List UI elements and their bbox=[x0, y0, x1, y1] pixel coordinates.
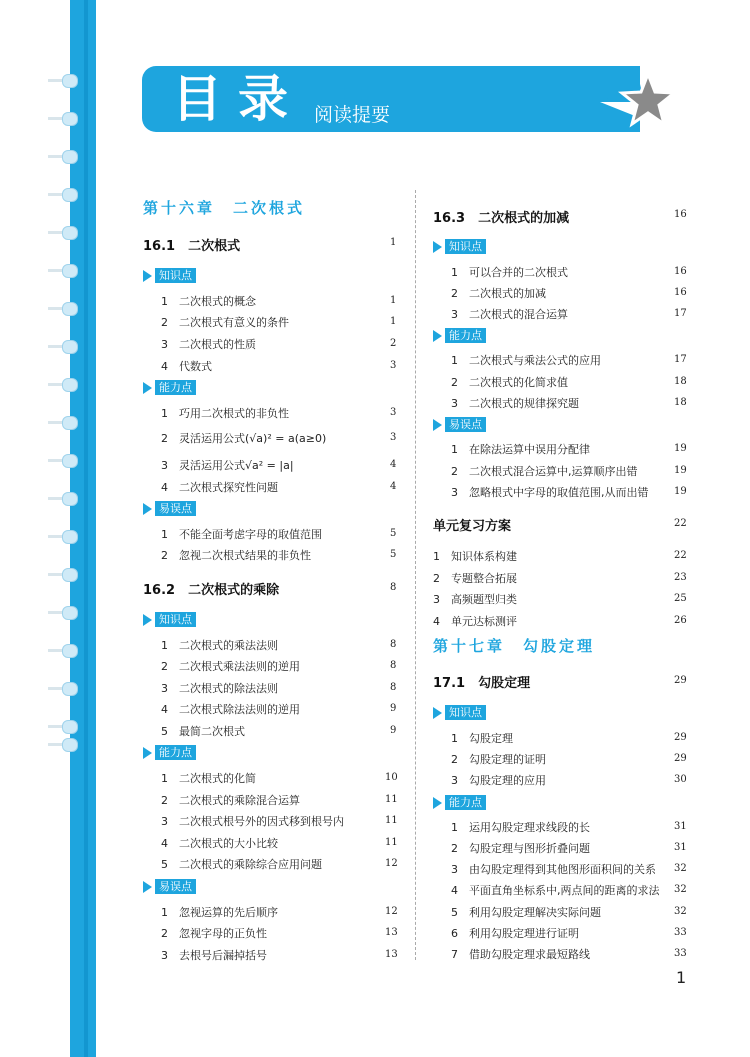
binder-spine-line bbox=[84, 0, 88, 1057]
page-number: 1 bbox=[676, 968, 687, 987]
list-item-page: 32 bbox=[674, 863, 687, 874]
page-title: 目录 bbox=[172, 70, 304, 128]
list-item-page: 8 bbox=[390, 660, 397, 671]
list-item: 1 二次根式与乘法公式的应用 bbox=[451, 354, 601, 367]
list-item: 7 借助勾股定理求最短路线 bbox=[451, 948, 590, 961]
section-page: 22 bbox=[674, 518, 687, 529]
list-item: 6 利用勾股定理进行证明 bbox=[451, 927, 579, 940]
list-item: 4 单元达标测评 bbox=[433, 615, 517, 628]
category-error: 易误点 bbox=[143, 501, 196, 516]
column-divider bbox=[415, 190, 416, 960]
list-item: 3 勾股定理的应用 bbox=[451, 774, 546, 787]
list-item: 2 二次根式有意义的条件 bbox=[161, 316, 289, 329]
page-subtitle: 阅读提要 bbox=[314, 104, 391, 126]
review-title: 单元复习方案 bbox=[433, 519, 512, 534]
list-item: 3 由勾股定理得到其他图形面积间的关系 bbox=[451, 863, 656, 876]
list-item-page: 16 bbox=[674, 266, 687, 277]
list-item-page: 5 bbox=[390, 528, 397, 539]
list-item: 4 二次根式的大小比较 bbox=[161, 837, 278, 850]
section-page: 1 bbox=[390, 237, 397, 248]
list-item-page: 1 bbox=[390, 316, 397, 327]
list-item-page: 26 bbox=[674, 615, 687, 626]
list-item-page: 8 bbox=[390, 639, 397, 650]
list-item: 2 二次根式的乘除混合运算 bbox=[161, 794, 300, 807]
list-item-page: 19 bbox=[674, 465, 687, 476]
list-item-page: 29 bbox=[674, 732, 687, 743]
category-ability: 能力点 bbox=[143, 380, 196, 395]
list-item: 4 代数式 bbox=[161, 360, 212, 373]
list-item: 1 知识体系构建 bbox=[433, 550, 517, 563]
list-item-page: 3 bbox=[390, 360, 397, 371]
list-item-page: 18 bbox=[674, 397, 687, 408]
list-item-page: 33 bbox=[674, 927, 687, 938]
list-item-page: 19 bbox=[674, 486, 687, 497]
category-knowledge: 知识点 bbox=[143, 268, 196, 283]
list-item: 1 运用勾股定理求线段的长 bbox=[451, 821, 590, 834]
list-item-page: 23 bbox=[674, 572, 687, 583]
list-item: 4 二次根式探究性问题 bbox=[161, 481, 278, 494]
list-item-page: 25 bbox=[674, 593, 687, 604]
list-item-page: 32 bbox=[674, 884, 687, 895]
category-error: 易误点 bbox=[433, 417, 486, 432]
list-item: 2 二次根式的化简求值 bbox=[451, 376, 568, 389]
list-item: 2 忽视二次根式结果的非负性 bbox=[161, 549, 311, 562]
list-item: 5 二次根式的乘除综合应用问题 bbox=[161, 858, 322, 871]
list-item-page: 2 bbox=[390, 338, 397, 349]
list-item-page: 16 bbox=[674, 287, 687, 298]
list-item-page: 12 bbox=[385, 858, 398, 869]
section-page: 16 bbox=[674, 209, 687, 220]
chapter-16-title: 第十六章 二次根式 bbox=[143, 199, 306, 217]
list-item-page: 31 bbox=[674, 842, 687, 853]
list-item-page: 4 bbox=[390, 481, 397, 492]
list-item-page: 8 bbox=[390, 682, 397, 693]
star-icon bbox=[600, 66, 680, 146]
list-item: 2 二次根式的加减 bbox=[451, 287, 546, 300]
list-item: 2 忽视字母的正负性 bbox=[161, 927, 267, 940]
section-16-2-title: 16.2 二次根式的乘除 bbox=[143, 583, 280, 598]
list-item-page: 11 bbox=[385, 815, 398, 826]
list-item: 3 高频题型归类 bbox=[433, 593, 517, 606]
list-item: 3 忽略根式中字母的取值范围,从而出错 bbox=[451, 486, 649, 499]
list-item: 3 灵活运用公式√a² = |a| bbox=[161, 459, 294, 472]
list-item-page: 9 bbox=[390, 703, 397, 714]
list-item-page: 13 bbox=[385, 949, 398, 960]
list-item-page: 30 bbox=[674, 774, 687, 785]
category-error: 易误点 bbox=[143, 879, 196, 894]
list-item: 3 二次根式根号外的因式移到根号内 bbox=[161, 815, 344, 828]
section-page: 29 bbox=[674, 675, 687, 686]
list-item-page: 3 bbox=[390, 407, 397, 418]
list-item-page: 17 bbox=[674, 308, 687, 319]
list-item-page: 32 bbox=[674, 906, 687, 917]
list-item-page: 13 bbox=[385, 927, 398, 938]
list-item: 3 二次根式的规律探究题 bbox=[451, 397, 579, 410]
list-item-page: 29 bbox=[674, 753, 687, 764]
list-item: 2 二次根式混合运算中,运算顺序出错 bbox=[451, 465, 638, 478]
list-item: 2 勾股定理的证明 bbox=[451, 753, 546, 766]
category-knowledge: 知识点 bbox=[433, 705, 486, 720]
list-item: 1 可以合并的二次根式 bbox=[451, 266, 568, 279]
category-knowledge: 知识点 bbox=[433, 239, 486, 254]
list-item: 1 在除法运算中误用分配律 bbox=[451, 443, 590, 456]
list-item-page: 10 bbox=[385, 772, 398, 783]
list-item: 1 二次根式的乘法法则 bbox=[161, 639, 278, 652]
list-item: 2 专题整合拓展 bbox=[433, 572, 517, 585]
list-item-page: 18 bbox=[674, 376, 687, 387]
chapter-17-title: 第十七章 勾股定理 bbox=[433, 637, 596, 655]
list-item: 3 去根号后漏掉括号 bbox=[161, 949, 267, 962]
list-item: 2 勾股定理与图形折叠问题 bbox=[451, 842, 590, 855]
list-item-page: 11 bbox=[385, 794, 398, 805]
category-ability: 能力点 bbox=[433, 328, 486, 343]
list-item: 1 二次根式的概念 bbox=[161, 295, 256, 308]
section-16-3-title: 16.3 二次根式的加减 bbox=[433, 211, 570, 226]
list-item: 1 不能全面考虑字母的取值范围 bbox=[161, 528, 322, 541]
list-item: 1 忽视运算的先后顺序 bbox=[161, 906, 278, 919]
section-16-1-title: 16.1 二次根式 bbox=[143, 239, 241, 254]
list-item-page: 17 bbox=[674, 354, 687, 365]
list-item-page: 22 bbox=[674, 550, 687, 561]
list-item: 5 最简二次根式 bbox=[161, 725, 245, 738]
list-item-page: 9 bbox=[390, 725, 397, 736]
list-item-page: 4 bbox=[390, 459, 397, 470]
list-item-page: 5 bbox=[390, 549, 397, 560]
list-item-page: 1 bbox=[390, 295, 397, 306]
list-item: 1 二次根式的化简 bbox=[161, 772, 256, 785]
list-item: 3 二次根式的除法法则 bbox=[161, 682, 278, 695]
category-knowledge: 知识点 bbox=[143, 612, 196, 627]
list-item: 2 灵活运用公式(√a)² = a(a≥0) bbox=[161, 432, 327, 445]
list-item-page: 3 bbox=[390, 432, 397, 443]
list-item: 4 平面直角坐标系中,两点间的距离的求法 bbox=[451, 884, 660, 897]
list-item: 4 二次根式除法法则的逆用 bbox=[161, 703, 300, 716]
list-item: 3 二次根式的混合运算 bbox=[451, 308, 568, 321]
list-item: 2 二次根式乘法法则的逆用 bbox=[161, 660, 300, 673]
category-ability: 能力点 bbox=[143, 745, 196, 760]
list-item-page: 12 bbox=[385, 906, 398, 917]
list-item-page: 19 bbox=[674, 443, 687, 454]
list-item: 1 勾股定理 bbox=[451, 732, 513, 745]
category-ability: 能力点 bbox=[433, 795, 486, 810]
list-item: 3 二次根式的性质 bbox=[161, 338, 256, 351]
list-item: 1 巧用二次根式的非负性 bbox=[161, 407, 289, 420]
list-item-page: 11 bbox=[385, 837, 398, 848]
section-17-1-title: 17.1 勾股定理 bbox=[433, 676, 531, 691]
section-page: 8 bbox=[390, 582, 397, 593]
list-item-page: 33 bbox=[674, 948, 687, 959]
list-item-page: 31 bbox=[674, 821, 687, 832]
list-item: 5 利用勾股定理解决实际问题 bbox=[451, 906, 601, 919]
